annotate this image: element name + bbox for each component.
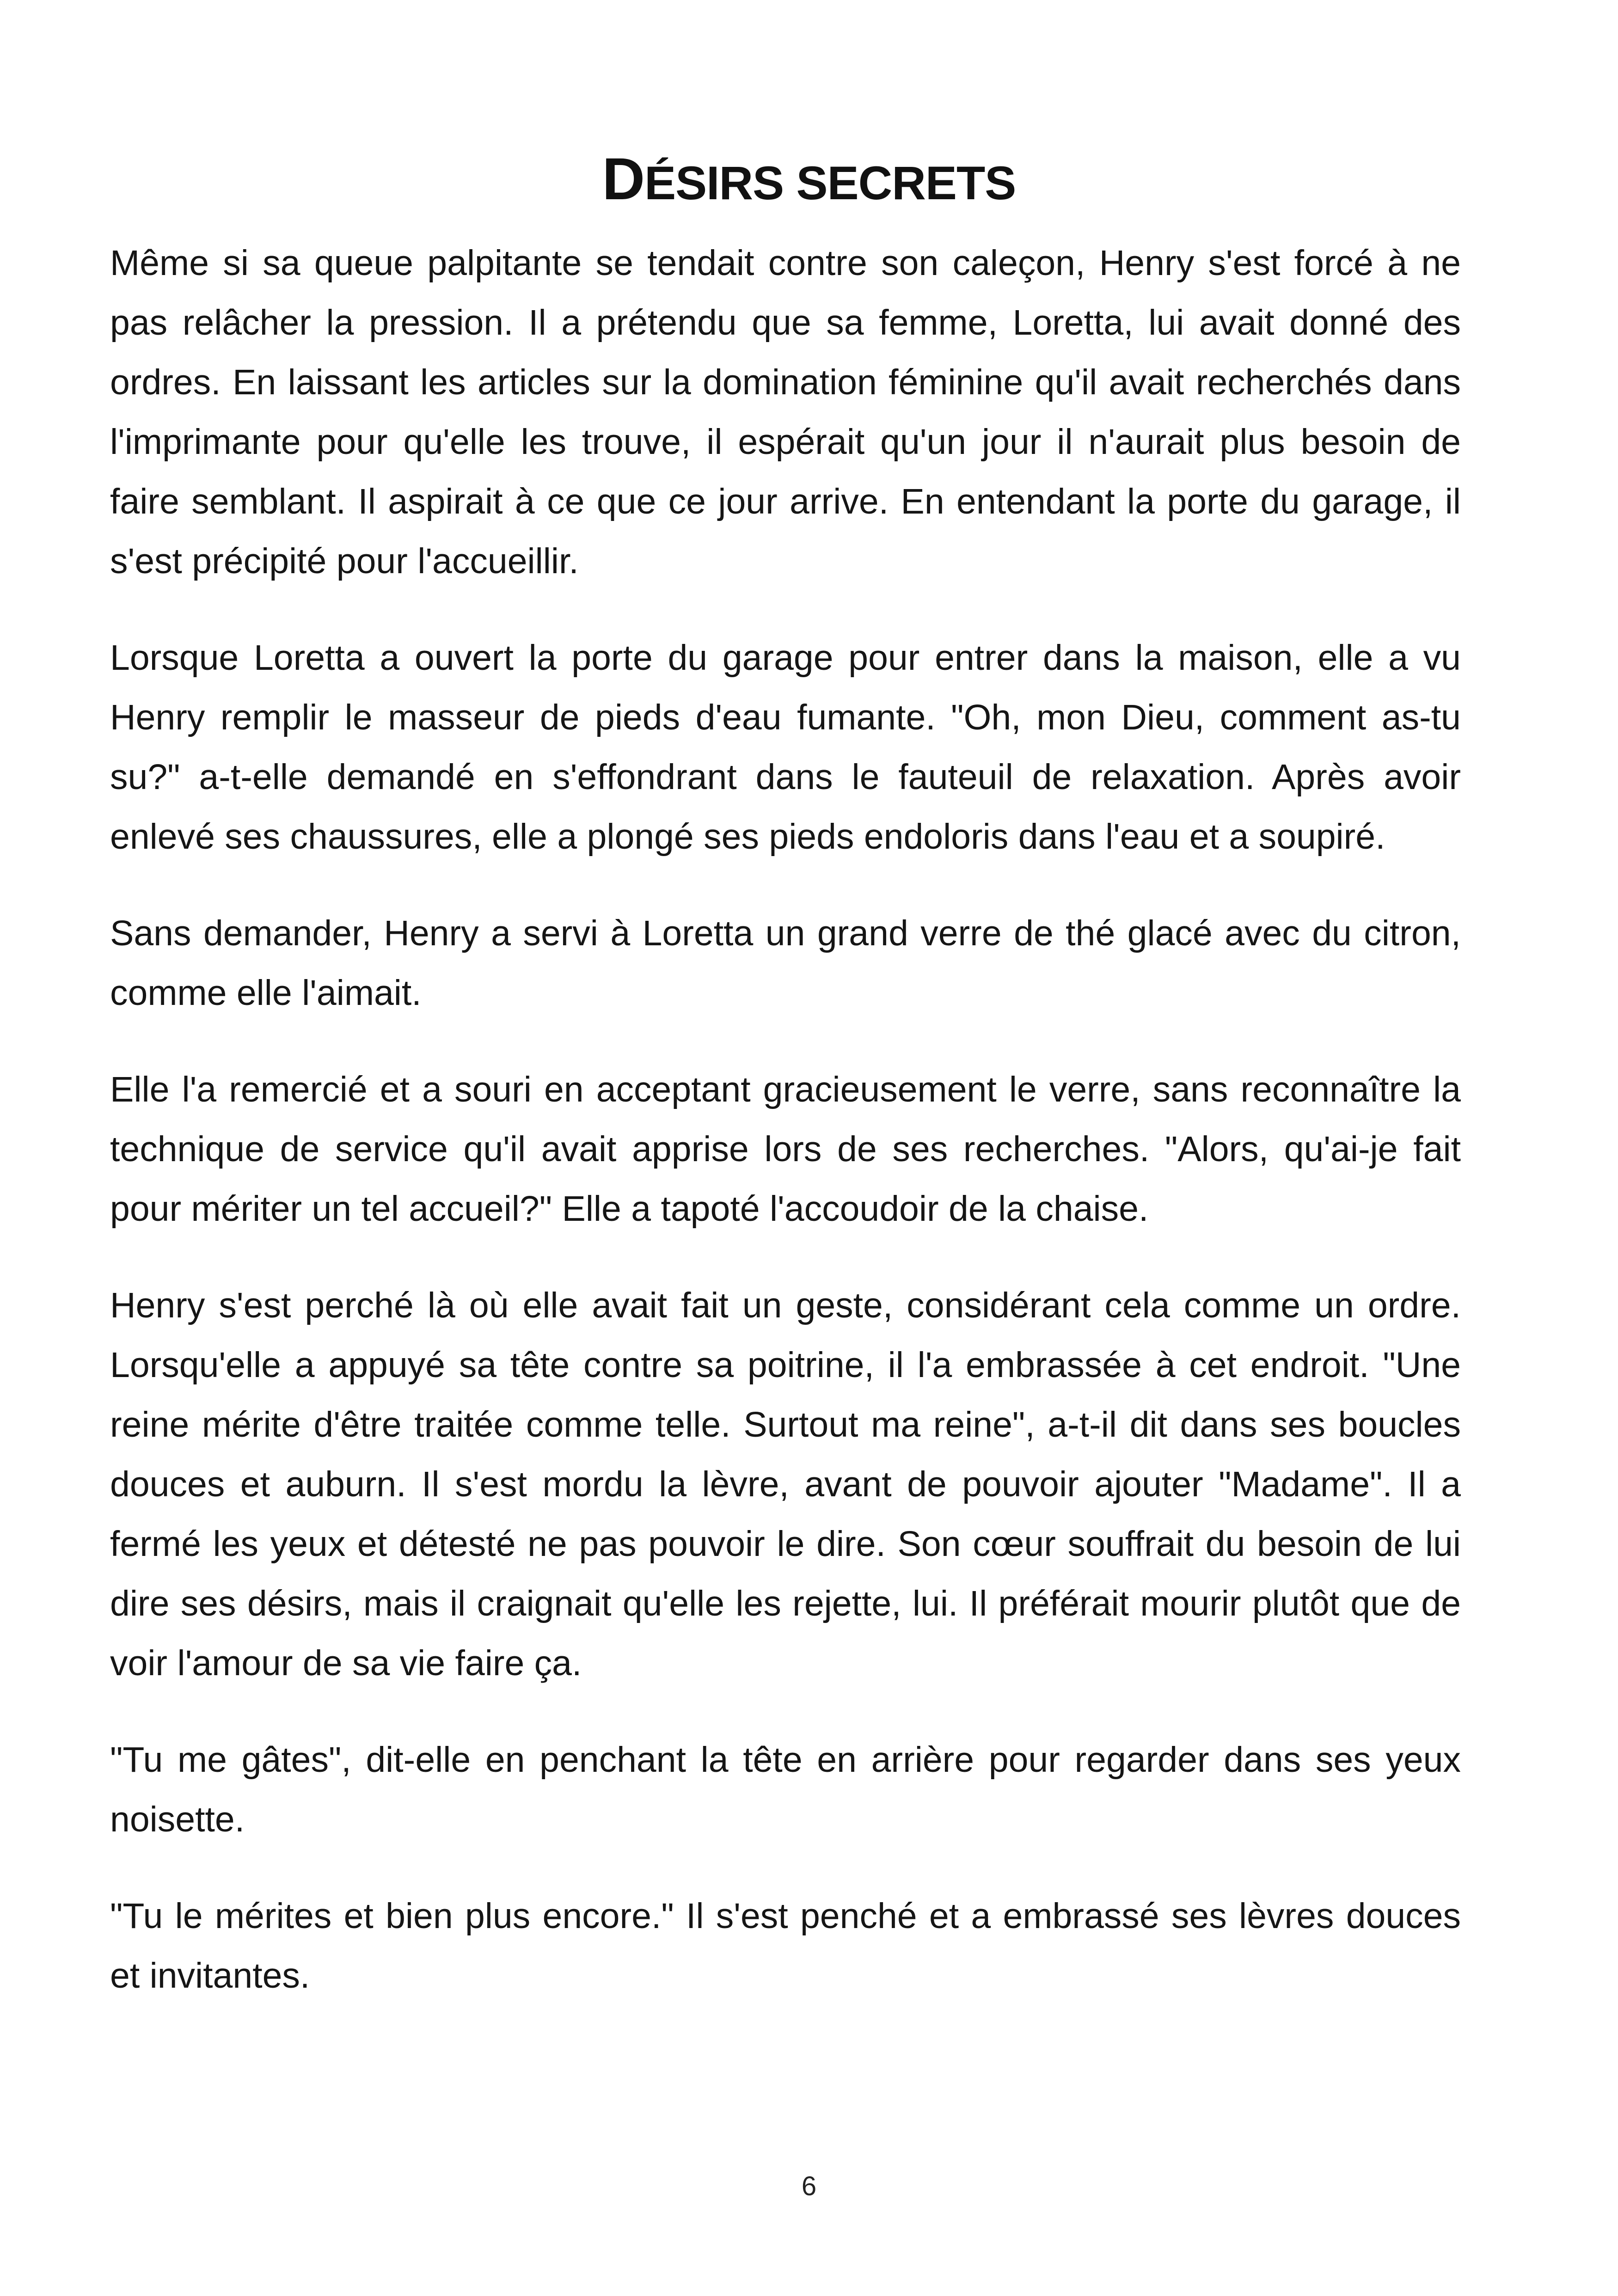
body-text	[110, 233, 1461, 2043]
page-number: 6	[801, 2171, 817, 2201]
paragraph: "Tu le mérites et bien plus encore." Il s'est penché et a embrassé ses lèvres douces et invitantes.	[110, 1896, 1461, 1996]
chapter-title-rest: ÉSIRS SECRETS	[644, 157, 1016, 210]
chapter-title-initial: D	[602, 146, 645, 213]
paragraph: Même si sa queue palpitante se tendait contre son caleçon, Henry s'est forcé à ne pas relâcher la pression. Il a prétendu que sa femme, Loretta, lui avait donné des ordres. En laissant les articles sur la domination féminine qu'il avait recherchés dans l'imprimante pour qu'elle les trouve, il espérait qu'un jour il n'aurait plus besoin de faire semblant. Il aspirait à ce que ce jour arrive. En entendant la porte du garage, il s'est précipité pour l'accueillir.	[110, 243, 1461, 581]
paragraph: "Tu me gâtes", dit-elle en penchant la tête en arrière pour regarder dans ses yeux noisette.	[110, 1740, 1461, 1839]
paragraph: Sans demander, Henry a servi à Loretta un grand verre de thé glacé avec du citron, comme elle l'aimait.	[110, 913, 1461, 1013]
chapter-title	[0, 147, 1618, 215]
paragraph: Lorsque Loretta a ouvert la porte du garage pour entrer dans la maison, elle a vu Henry remplir le masseur de pieds d'eau fumante. "Oh, mon Dieu, comment as-tu su?" a-t-elle demandé en s'effondrant dans le fauteuil de relaxation. Après avoir enlevé ses chaussures, elle a plongé ses pieds endoloris dans l'eau et a soupiré.	[110, 638, 1461, 857]
paragraph: Henry s'est perché là où elle avait fait un geste, considérant cela comme un ordre. Lorsqu'elle a appuyé sa tête contre sa poitrine, il l'a embrassée à cet endroit. "Une reine mérite d'être traitée comme telle. Surtout ma reine", a-t-il dit dans ses boucles douces et auburn. Il s'est mordu la lèvre, avant de pouvoir ajouter "Madame". Il a fermé les yeux et détesté ne pas pouvoir le dire. Son cœur souffrait du besoin de lui dire ses désirs, mais il craignait qu'elle les rejette, lui. Il préférait mourir plutôt que de voir l'amour de sa vie faire ça.	[110, 1286, 1461, 1683]
paragraph: Elle l'a remercié et a souri en acceptant gracieusement le verre, sans reconnaître la technique de service qu'il avait apprise lors de ses recherches. "Alors, qu'ai-je fait pour mériter un tel accueil?" Elle a tapoté l'accoudoir de la chaise.	[110, 1070, 1461, 1229]
